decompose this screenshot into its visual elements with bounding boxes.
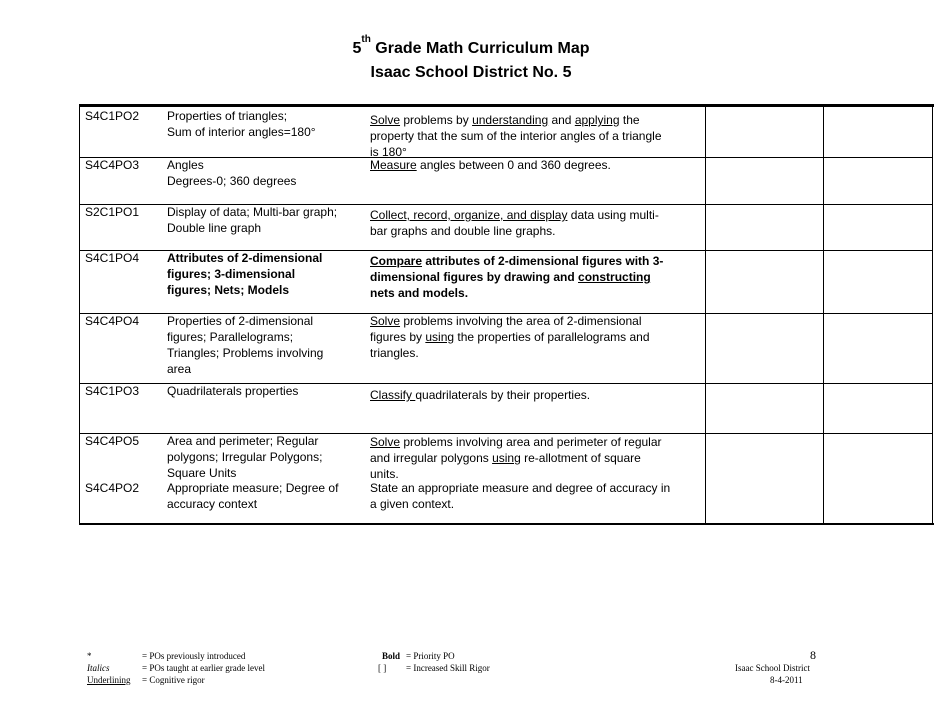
underlined-verb: applying: [574, 113, 620, 127]
objective-line: Solve problems by understanding and applying the: [370, 113, 640, 127]
district-name: Isaac School District: [735, 663, 810, 673]
objective-line: a given context.: [370, 497, 455, 511]
topic-line: figures; 3-dimensional: [167, 267, 296, 281]
objective-cell: [370, 253, 663, 301]
table-bottom-border: [79, 523, 934, 525]
po-code: S4C4PO5: [85, 434, 140, 448]
column-divider: [932, 107, 933, 157]
topic-line: figures; Parallelograms;: [167, 330, 294, 344]
legend-italics-desc: = POs taught at earlier grade level: [142, 663, 266, 673]
topic-line: Quadrilaterals properties: [167, 384, 299, 398]
objective-line: is 180°: [370, 145, 407, 159]
topic-cell: [167, 480, 338, 512]
underlined-verb: Classify: [370, 388, 416, 402]
po-code: S4C4PO4: [85, 314, 140, 328]
objective-line: nets and models.: [370, 286, 469, 300]
legend-underline-desc: = Cognitive rigor: [142, 675, 205, 685]
objective-line: triangles.: [370, 346, 419, 360]
po-code: S4C1PO3: [85, 384, 140, 398]
topic-line: Degrees-0; 360 degrees: [167, 174, 297, 188]
topic-line: Attributes of 2-dimensional: [167, 251, 323, 265]
objective-line: dimensional figures by drawing and constructing: [370, 270, 651, 284]
legend-star-symbol: *: [87, 651, 92, 661]
objective-line: bar graphs and double line graphs.: [370, 224, 556, 238]
po-code: S4C4PO2: [85, 481, 140, 495]
topic-line: Triangles; Problems involving: [167, 346, 324, 360]
objective-line: Solve problems involving the area of 2-dimensional: [370, 314, 642, 328]
po-code: S4C4PO3: [85, 158, 140, 172]
topic-line: polygons; Irregular Polygons;: [167, 450, 323, 464]
topic-cell: [167, 383, 298, 399]
objective-cell: [370, 387, 590, 403]
objective-line: State an appropriate measure and degree of accuracy in: [370, 481, 671, 495]
objective-cell: [370, 112, 662, 160]
underlined-verb: Compare: [370, 254, 423, 268]
po-code: S4C1PO4: [85, 251, 140, 265]
objective-line: Compare attributes of 2-dimensional figures with 3-: [370, 254, 664, 268]
objective-cell: [370, 157, 611, 173]
underlined-verb: using: [492, 451, 521, 465]
topic-line: Area and perimeter; Regular: [167, 434, 319, 448]
objective-line: property that the sum of the interior angles of a triangle: [370, 129, 662, 143]
objective-cell: [370, 480, 670, 512]
topic-line: Sum of interior angles=180°: [167, 125, 316, 139]
topic-cell: [167, 433, 322, 481]
legend-bold-symbol: Bold: [382, 651, 401, 661]
legend-italics-symbol: Italics: [87, 663, 110, 673]
topic-cell: [167, 204, 337, 236]
legend-bracket-desc: = Increased Skill Rigor: [406, 663, 490, 673]
page-number: 8: [810, 648, 816, 662]
topic-line: area: [167, 362, 192, 376]
objective-line: Solve problems involving area and perimeter of regular: [370, 435, 662, 449]
topic-cell: [167, 108, 316, 140]
objective-cell: [370, 207, 659, 239]
topic-cell: [167, 250, 322, 298]
underlined-verb: Measure: [370, 158, 417, 172]
page-title: 5th Grade Math Curriculum Map: [352, 34, 590, 57]
topic-cell: [167, 313, 323, 377]
underlined-verb: understanding: [472, 113, 549, 127]
objective-cell: [370, 313, 650, 361]
page-subtitle: Isaac School District No. 5: [370, 64, 572, 81]
objective-line: figures by using the properties of parallelograms and: [370, 330, 650, 344]
table-top-rule: [79, 104, 934, 107]
column-divider: [705, 107, 706, 523]
column-divider: [79, 107, 80, 523]
legend-underline-symbol: Underlining: [87, 675, 131, 685]
underlined-verb: Solve: [370, 113, 401, 127]
topic-cell: [167, 157, 296, 189]
topic-line: Properties of triangles;: [167, 109, 288, 123]
footer-date: 8-4-2011: [770, 675, 803, 685]
topic-line: Angles: [167, 158, 204, 172]
column-divider: [823, 107, 824, 523]
topic-line: accuracy context: [167, 497, 258, 511]
topic-line: Properties of 2-dimensional: [167, 314, 314, 328]
topic-line: Display of data; Multi-bar graph;: [167, 205, 338, 219]
topic-line: Double line graph: [167, 221, 262, 235]
objective-line: units.: [370, 467, 399, 481]
underlined-verb: Solve: [370, 435, 401, 449]
po-code: S4C1PO2: [85, 109, 140, 123]
underlined-verb: Collect, record, organize, and display: [370, 208, 568, 222]
objective-line: Classify quadrilaterals by their properties.: [370, 388, 591, 402]
underlined-verb: using: [425, 330, 455, 344]
topic-line: Square Units: [167, 466, 237, 480]
objective-line: and irregular polygons using re-allotment of square: [370, 451, 641, 465]
underlined-verb: Solve: [370, 314, 401, 328]
legend-bold-desc: = Priority PO: [406, 651, 455, 661]
topic-line: figures; Nets; Models: [167, 283, 290, 297]
column-divider: [932, 157, 933, 523]
objective-line: Collect, record, organize, and display data using multi-: [370, 208, 659, 222]
legend-star-desc: = POs previously introduced: [142, 651, 246, 661]
underlined-verb: constructing: [578, 270, 651, 284]
objective-line: Measure angles between 0 and 360 degrees.: [370, 158, 611, 172]
objective-cell: [370, 434, 662, 482]
legend-bracket-symbol: [ ]: [378, 663, 387, 673]
po-code: S2C1PO1: [85, 205, 140, 219]
topic-line: Appropriate measure; Degree of: [167, 481, 339, 495]
